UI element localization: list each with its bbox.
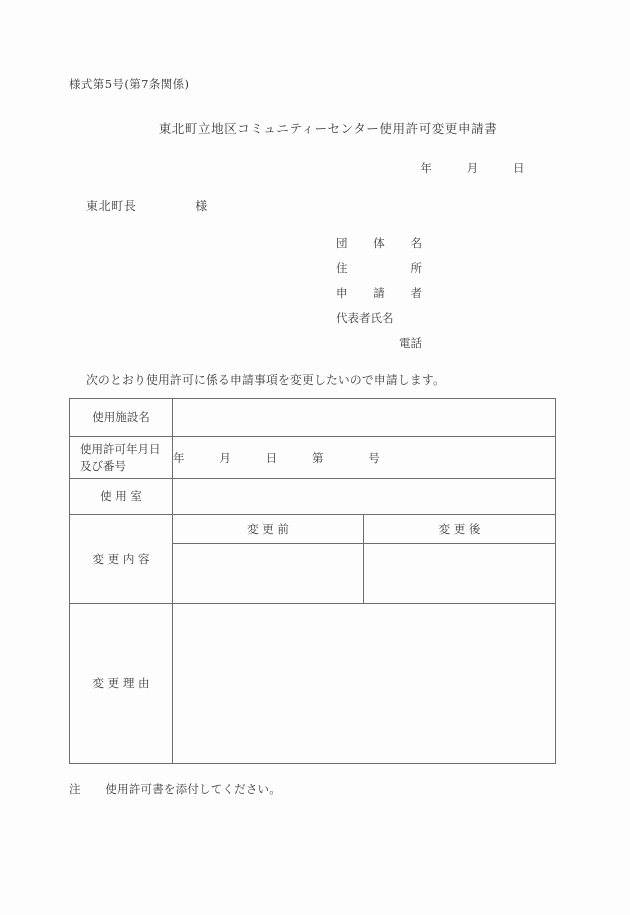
- table-row-facility: [70, 399, 556, 437]
- row-label-reason: [70, 604, 173, 764]
- row-label-permit-line2: 及び番号: [80, 458, 126, 473]
- date-month: 月: [466, 161, 479, 175]
- row-label-change-content-text: 変 更 内 容: [92, 551, 150, 566]
- change-after-value[interactable]: [364, 544, 556, 604]
- column-header-before: [173, 515, 364, 544]
- applicant-telephone-label: 電話: [399, 336, 422, 350]
- row-label-permit-line1: 使用許可年月日: [80, 441, 161, 456]
- row-label-room: [70, 479, 173, 515]
- applicant-block: [336, 231, 466, 356]
- row-value-permit[interactable]: [173, 437, 556, 479]
- row-label-room-text: 使 用 室: [100, 489, 142, 504]
- column-header-after-text: 変 更 後: [438, 522, 481, 536]
- footer-note-text: 使用許可書を添付してください。: [105, 782, 281, 796]
- table-row-room: [70, 479, 556, 515]
- addressee-honorific: 様: [195, 199, 208, 213]
- row-value-facility[interactable]: [173, 399, 556, 437]
- table-row-reason: [70, 604, 556, 764]
- applicant-address-label: 住 所: [336, 261, 422, 275]
- row-label-reason-text: 変 更 理 由: [92, 676, 150, 691]
- row-label-change-content: [70, 515, 173, 604]
- table-row-permit: [70, 437, 556, 479]
- permit-day: 日: [265, 450, 278, 465]
- addressee-recipient: 東北町長: [86, 199, 137, 213]
- applicant-organization-label: 団 体 名: [336, 236, 422, 250]
- column-header-before-text: 変 更 前: [247, 522, 289, 536]
- date-year: 年: [420, 161, 433, 175]
- footer-note: [69, 781, 281, 797]
- date-line: [0, 160, 525, 176]
- change-before-value[interactable]: [173, 544, 364, 604]
- page-title: 東北町立地区コミュニティーセンター使用許可変更申請書: [158, 121, 498, 136]
- form-code: 様式第5号(第7条関係): [69, 77, 190, 91]
- applicant-telephone-row: [336, 331, 466, 356]
- application-table: [69, 398, 556, 764]
- column-header-after: [364, 515, 556, 544]
- applicant-applicant-label: 申 請 者: [336, 286, 422, 300]
- applicant-organization-row: [336, 231, 466, 256]
- table-row-change-header: [70, 515, 556, 544]
- reason-value[interactable]: [173, 604, 556, 764]
- row-label-permit: [70, 437, 173, 479]
- date-day: 日: [513, 161, 525, 175]
- applicant-address-row: [336, 256, 466, 281]
- row-label-facility-text: 使用施設名: [92, 410, 150, 425]
- permit-number-prefix: 第: [311, 450, 324, 465]
- addressee: [86, 197, 208, 214]
- row-label-facility: [70, 399, 173, 437]
- applicant-applicant-row: [336, 281, 466, 306]
- permit-year: 年: [173, 450, 185, 465]
- lead-sentence: 次のとおり使用許可に係る申請事項を変更したいので申請します。: [86, 373, 445, 387]
- permit-month: 月: [219, 450, 232, 465]
- applicant-representative-row: [336, 306, 466, 331]
- permit-number-suffix: 号: [368, 450, 381, 465]
- footer-note-marker: 注: [69, 782, 81, 796]
- applicant-representative-label: 代表者氏名: [336, 311, 394, 325]
- row-value-room[interactable]: [173, 479, 556, 515]
